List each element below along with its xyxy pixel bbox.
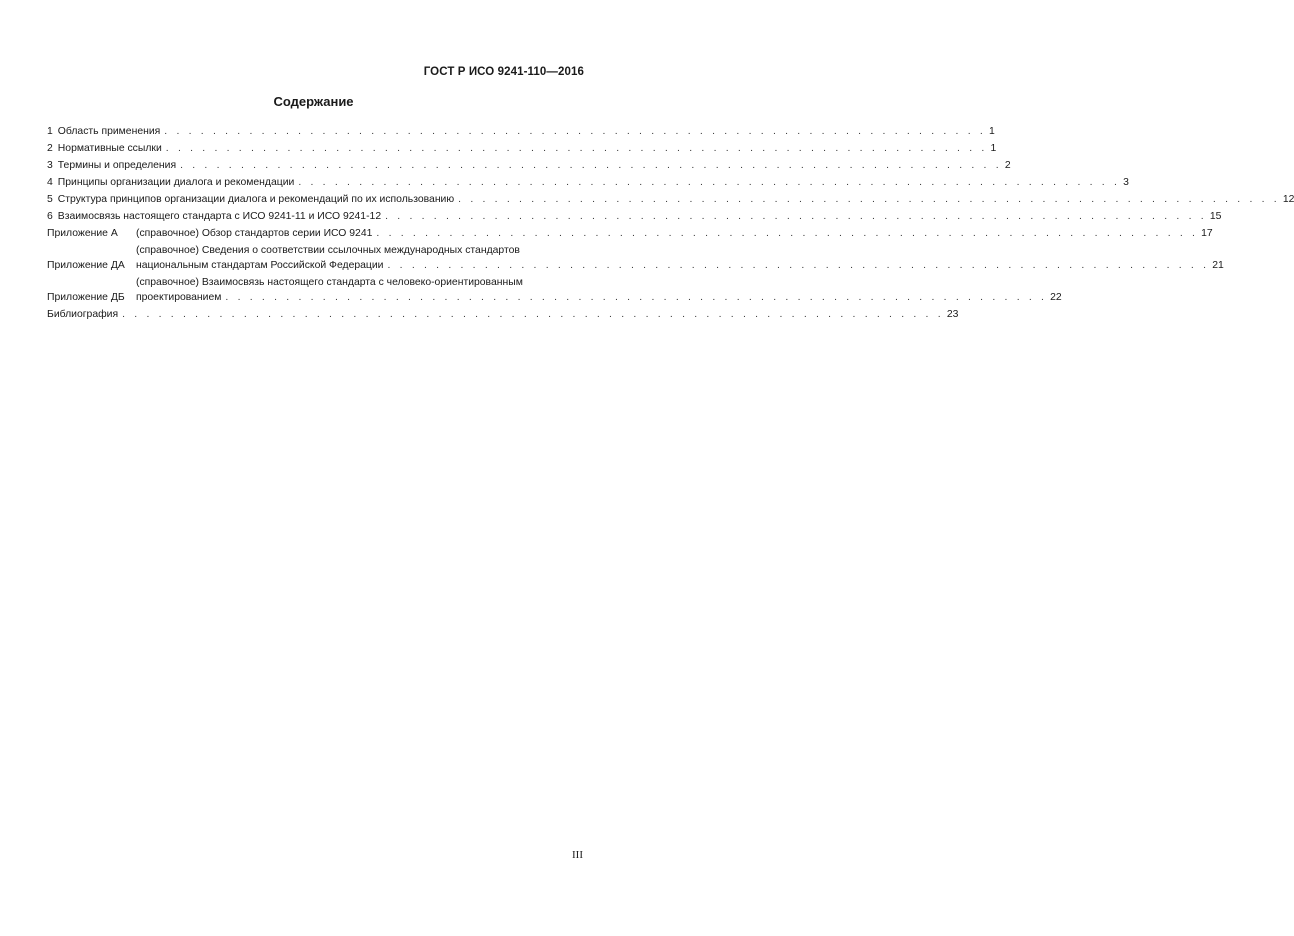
toc-title: Содержание — [273, 94, 354, 109]
toc-entry-title: (справочное) Обзор стандартов серии ИСО 9241 — [136, 228, 373, 239]
toc-entry-number: 2 — [47, 143, 53, 154]
dot-leader: . . . . . . . . . . . . . . . . . . . . . . . . . . . . . . . . . . . . . . . . . . . . . . . . . . . . . . . . . . . . . . . . . . . . — [376, 228, 1199, 239]
toc-entry-page: 15 — [1209, 211, 1222, 222]
toc-entry-page: 2 — [1004, 160, 1011, 171]
toc-entry-annex-a[interactable] — [47, 226, 1213, 241]
toc-entry-page: 3 — [1123, 177, 1129, 188]
toc-entry-title: Нормативные ссылки — [57, 143, 162, 154]
toc-entry-4[interactable] — [47, 175, 1129, 190]
toc-entry-number: 6 — [47, 211, 53, 222]
toc-entry-page: 23 — [946, 309, 959, 320]
dot-leader: . . . . . . . . . . . . . . . . . . . . . . . . . . . . . . . . . . . . . . . . . . . . . . . . . . . . . . . . . . . . . . . . . . . . — [298, 177, 1121, 188]
toc-annex-label: Приложение А — [47, 228, 118, 239]
toc-entry-1[interactable] — [47, 124, 995, 139]
toc-entry-page: 12 — [1282, 194, 1294, 205]
toc-entry-page: 1 — [989, 126, 995, 137]
toc-entry-2[interactable] — [47, 141, 997, 156]
toc-entry-3[interactable] — [47, 158, 1011, 173]
toc-entry-page: 21 — [1212, 260, 1224, 271]
toc-entry-number: 5 — [47, 194, 53, 205]
dot-leader: . . . . . . . . . . . . . . . . . . . . . . . . . . . . . . . . . . . . . . . . . . . . . . . . . . . . . . . . . . . . . . . . . . . . — [180, 160, 1002, 171]
toc-entry-title: (справочное) Взаимосвязь настоящего стандарта с человеко-ориентированным — [136, 277, 523, 288]
toc-entry-6[interactable] — [47, 209, 1222, 224]
dot-leader: . . . . . . . . . . . . . . . . . . . . . . . . . . . . . . . . . . . . . . . . . . . . . . . . . . . . . . . . . . . . . . . . . . . . — [458, 194, 1280, 205]
toc-entry-number: 3 — [47, 160, 53, 171]
toc-entry-title-continued: национальным стандартам Российской Федерации — [136, 260, 384, 271]
dot-leader: . . . . . . . . . . . . . . . . . . . . . . . . . . . . . . . . . . . . . . . . . . . . . . . . . . . . . . . . . . . . . . . . . . . . — [164, 126, 986, 137]
dot-leader: . . . . . . . . . . . . . . . . . . . . . . . . . . . . . . . . . . . . . . . . . . . . . . . . . . . . . . . . . . . . . . . . . . . . — [165, 143, 988, 154]
toc-entry-title-continued: проектированием — [136, 292, 222, 303]
toc-entry-page: 17 — [1201, 228, 1213, 239]
toc-annex-label: Приложение ДБ — [47, 292, 125, 303]
toc-entry-annex-db[interactable] — [47, 275, 1062, 305]
page-number: III — [572, 849, 583, 861]
toc-entry-title: Структура принципов организации диалога и рекомендаций по их использованию — [57, 194, 455, 205]
toc-entry-title: Взаимосвязь настоящего стандарта с ИСО 9241-11 и ИСО 9241-12 — [57, 211, 382, 222]
toc-entry-bibliography[interactable] — [47, 307, 959, 322]
toc-entry-annex-da[interactable] — [47, 243, 1224, 273]
toc-entry-title: (справочное) Сведения о соответствии ссылочных международных стандартов — [136, 245, 520, 256]
toc-entry-page: 1 — [990, 143, 997, 154]
table-of-contents — [47, 124, 1294, 324]
toc-entry-5[interactable] — [47, 192, 1294, 207]
dot-leader: . . . . . . . . . . . . . . . . . . . . . . . . . . . . . . . . . . . . . . . . . . . . . . . . . . . . . . . . . . . . . . . . . . . . — [122, 309, 944, 320]
document-code: ГОСТ Р ИСО 9241-110—2016 — [423, 66, 584, 78]
toc-entry-title: Термины и определения — [57, 160, 177, 171]
toc-annex-label: Приложение ДА — [47, 260, 125, 271]
toc-entry-number: 4 — [47, 177, 53, 188]
toc-entry-title: Библиография — [47, 309, 119, 320]
toc-entry-number: 1 — [47, 126, 53, 137]
toc-entry-title: Принципы организации диалога и рекомендации — [57, 177, 295, 188]
toc-entry-title: Область применения — [57, 126, 161, 137]
dot-leader: . . . . . . . . . . . . . . . . . . . . . . . . . . . . . . . . . . . . . . . . . . . . . . . . . . . . . . . . . . . . . . . . . . . . — [225, 292, 1048, 303]
dot-leader: . . . . . . . . . . . . . . . . . . . . . . . . . . . . . . . . . . . . . . . . . . . . . . . . . . . . . . . . . . . . . . . . . . . . — [385, 211, 1207, 222]
dot-leader: . . . . . . . . . . . . . . . . . . . . . . . . . . . . . . . . . . . . . . . . . . . . . . . . . . . . . . . . . . . . . . . . . . . . — [387, 260, 1210, 271]
toc-entry-page: 22 — [1050, 292, 1062, 303]
